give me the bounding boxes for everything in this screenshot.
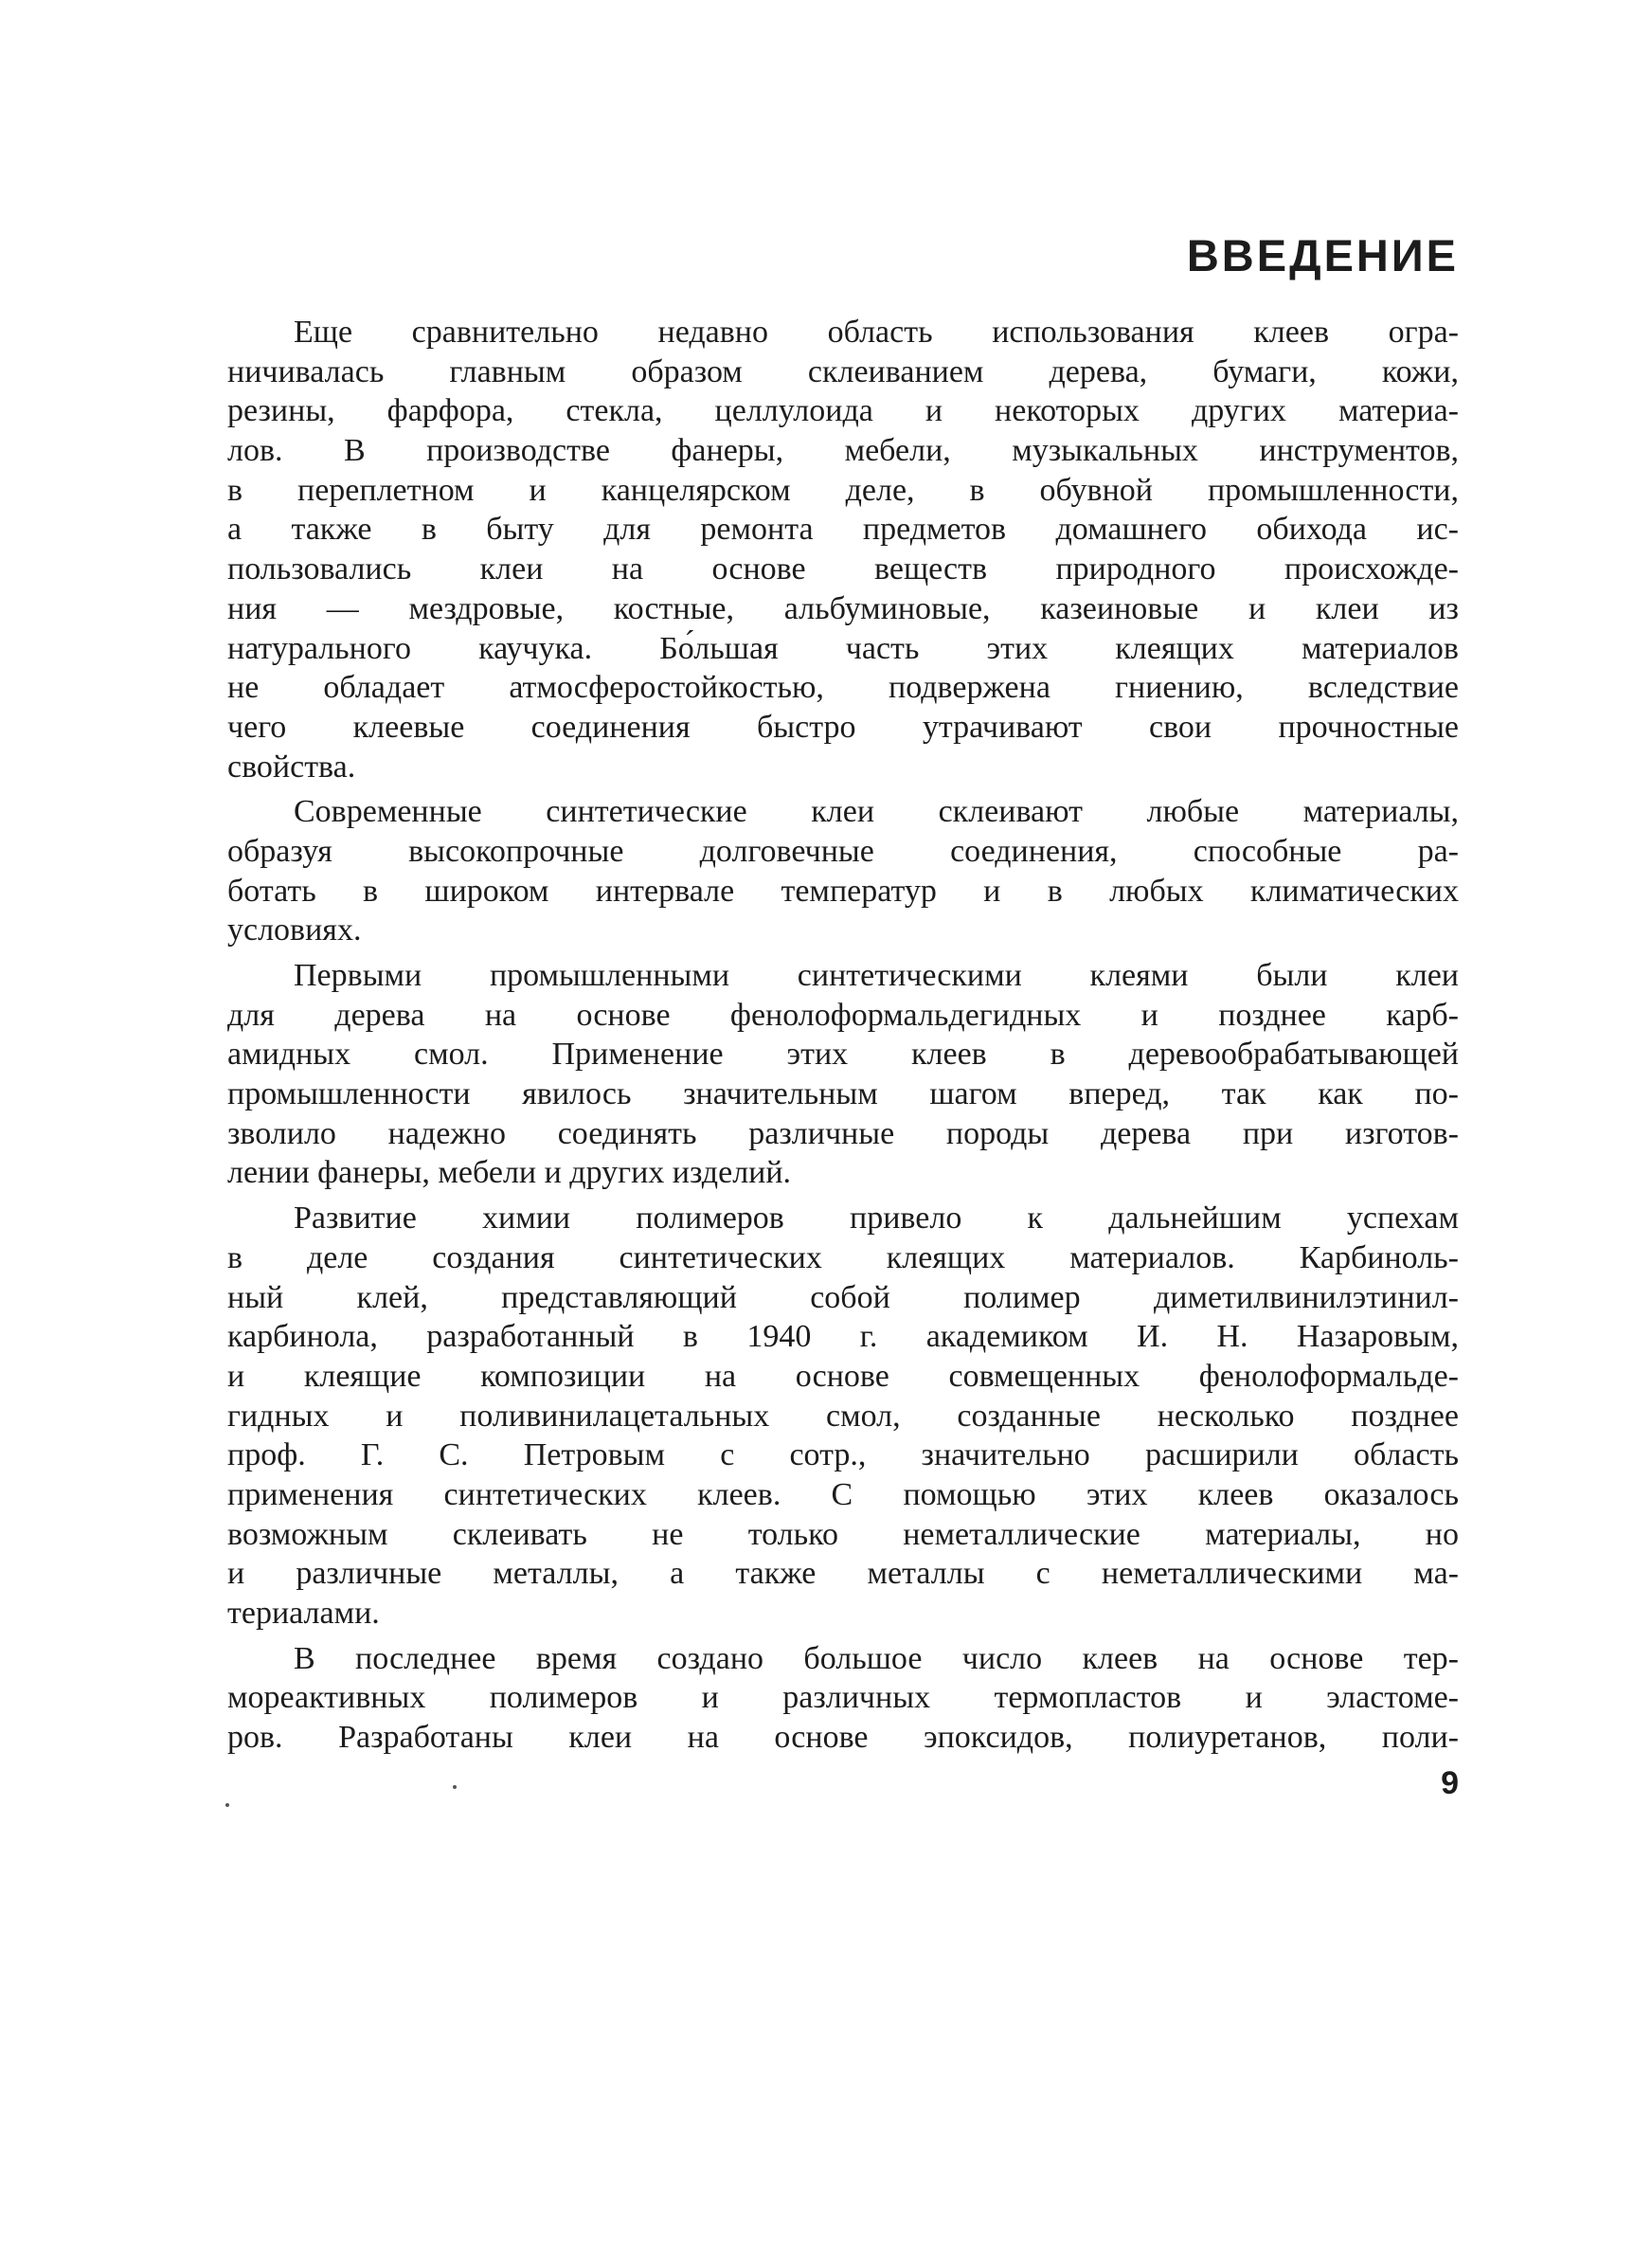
text-line: ния — мездровые, костные, альбуминовые, казеиновые и клеи из [227,590,1459,626]
text-line: лов. В производстве фанеры, мебели, музыкальных инструментов, [227,433,1459,469]
text-line: ничивалась главным образом склеиванием дерева, бумаги, кожи, [227,353,1459,389]
paragraph-4 [227,1199,1459,1634]
text-line: возможным склеивать не только неметаллические материалы, но [227,1516,1459,1552]
text-line: условиях. [227,912,362,948]
text-line: промышленности явилось значительным шагом вперед, так как по- [227,1076,1459,1112]
paragraph-5 [227,1639,1459,1758]
text-line: териалами. [227,1596,380,1631]
text-line: образуя высокопрочные долговечные соединения, способные ра- [227,833,1459,869]
text-line: натурального каучука. Бо́льшая часть этих клеящих материалов [227,630,1459,666]
chapter-heading: ВВЕДЕНИЕ [1186,230,1459,280]
text-line: в переплетном и канцелярском деле, в обувной промышленности, [227,472,1459,508]
text-line: ботать в широком интервале температур и в любых климатических [227,873,1459,909]
text-line: Первыми промышленными синтетическими клеями были клеи [294,958,1459,993]
text-line: не обладает атмосферостойкостью, подвержена гниению, вследствие [227,670,1459,706]
text-line: зволило надежно соединять различные породы дерева при изготов- [227,1115,1459,1151]
text-line: применения синтетических клеев. С помощью этих клеев оказалось [227,1476,1459,1512]
text-line: пользовались клеи на основе веществ природного происхожде- [227,551,1459,587]
text-line: и различные металлы, а также металлы с неметаллическими ма- [227,1556,1459,1592]
print-speck [225,1803,229,1807]
text-line: Еще сравнительно недавно область использования клеев огра- [294,315,1459,350]
text-line: а также в быту для ремонта предметов домашнего обихода ис- [227,512,1459,548]
text-line: в деле создания синтетических клеящих материалов. Карбиноль- [227,1239,1459,1275]
text-line: для дерева на основе фенолоформальдегидных и позднее карб- [227,997,1459,1033]
body-text [227,313,1459,1763]
text-line: Развитие химии полимеров привело к дальнейшим успехам [294,1201,1459,1237]
text-line: Современные синтетические клеи склеивают любые материалы, [294,794,1459,830]
text-line: чего клеевые соединения быстро утрачивают свои прочностные [227,709,1459,745]
print-speck [453,1785,457,1789]
text-line: резины, фарфора, стекла, целлулоида и некоторых других материа- [227,393,1459,429]
text-line: ный клей, представляющий собой полимер диметилвинилэтинил- [227,1279,1459,1315]
text-line: и клеящие композиции на основе совмещенных фенолоформальде- [227,1358,1459,1394]
text-line: свойства. [227,749,356,785]
text-line: В последнее время создано большое число клеев на основе тер- [294,1640,1459,1676]
text-line: амидных смол. Применение этих клеев в деревообрабатывающей [227,1037,1459,1073]
text-line: гидных и поливинилацетальных смол, созданные несколько позднее [227,1398,1459,1434]
paragraph-2 [227,792,1459,950]
paragraph-1 [227,313,1459,786]
text-line: карбинола, разработанный в 1940 г. академиком И. Н. Назаровым, [227,1319,1459,1355]
text-line: проф. Г. С. Петровым с сотр., значительно расширили область [227,1437,1459,1473]
text-line: ров. Разработаны клеи на основе эпоксидов, полиуретанов, поли- [227,1720,1459,1756]
page-number: 9 [1441,1765,1459,1801]
paragraph-3 [227,956,1459,1193]
text-line: мореактивных полимеров и различных термопластов и эластоме- [227,1680,1459,1716]
text-line: лении фанеры, мебели и других изделий. [227,1155,792,1191]
